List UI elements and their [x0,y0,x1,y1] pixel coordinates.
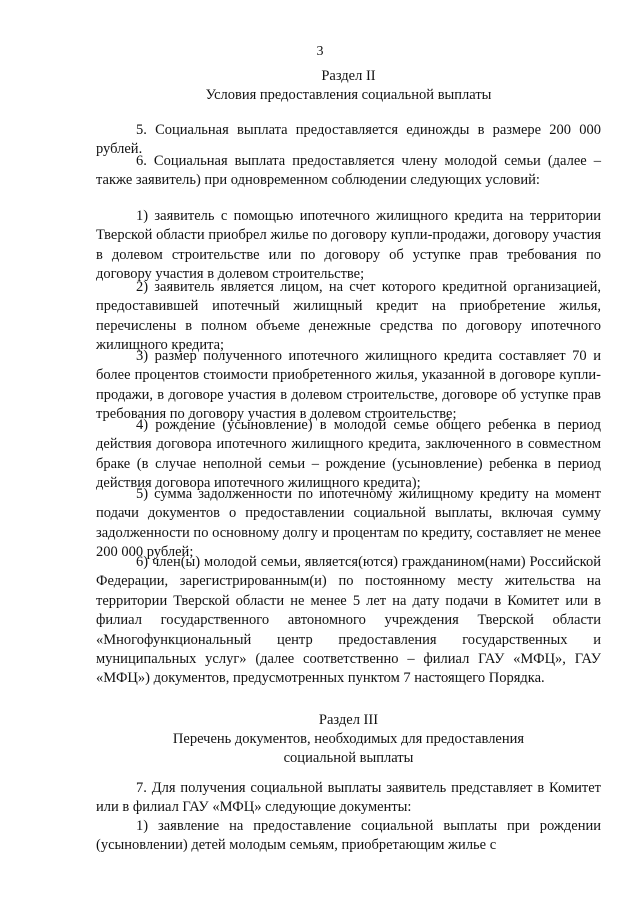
condition-3: 3) размер полученного ипотечного жилищного кредита составляет 70 и более процентов стоимости приобретенного жилья, указанной в договоре купли-продажи, в договоре участия в долевом строительстве, договоре об уступке прав требования по договору участия в долевом строительстве; [96,348,601,423]
paragraph-7: 7. Для получения социальной выплаты заявитель представляет в Комитет или в филиал ГАУ «МФЦ» следующие документы: [96,780,601,816]
section-3-title-line-1: Перечень документов, необходимых для предоставления [172,731,525,747]
condition-2: 2) заявитель является лицом, на счет которого кредитной организацией, предоставившей ипотечный жилищный кредит на приобретение жилья, перечислены в полном объеме денежные средства по договору ипотечного жилищного кредита; [96,279,601,354]
condition-4: 4) рождение (усыновление) в молодой семье общего ребенка в период действия договора ипотечного жилищного кредита, заключенного в совместном браке (в случае неполной семьи – рождение (усыновление) ребенка в период действия договора ипотечного жилищного кредита); [96,417,601,492]
document-item-1: 1) заявление на предоставление социальной выплаты при рождении (усыновлении) детей молодым семьям, приобретающим жилье с [96,818,601,854]
condition-1: 1) заявитель с помощью ипотечного жилищного кредита на территории Тверской области приобрел жилье по договору купли-продажи, договору участия в долевом строительстве или по договору об уступке прав требования по договору участия в долевом строительстве; [96,208,601,283]
section-2-title: Условия предоставления социальной выплаты [205,87,492,103]
paragraph-5: 5. Социальная выплата предоставляется единожды в размере 200 000 рублей. [96,122,601,158]
section-3-title-line-2: социальной выплаты [283,750,414,766]
section-3-header [96,711,601,768]
page-number: 3 [316,44,324,59]
condition-6: 6) член(ы) молодой семьи, является(ются) гражданином(нами) Российской Федерации, зарегистрированным(и) по постоянному месту жительства на территории Тверской области не менее 5 лет на дату подачи в Комитет или в филиал государственного автономного учреждения Тверской области «Многофункциональный центр предоставления государственных и муниципальных услуг» (далее соответственно – филиал ГАУ «МФЦ», ГАУ «МФЦ») документов, предусмотренных пунктом 7 настоящего Порядка. [96,554,601,687]
paragraph-6: 6. Социальная выплата предоставляется члену молодой семьи (далее – также заявитель) при одновременном соблюдении следующих условий: [96,153,601,189]
section-3-heading: Раздел III [318,712,379,728]
section-2-heading: Раздел II [321,68,376,84]
condition-5: 5) сумма задолженности по ипотечному жилищному кредиту на момент подачи документов о предоставлении социальной выплаты, включая сумму задолженности по основному долгу и процентам по кредиту, составляет не менее 200 000 рублей; [96,486,601,561]
section-2-header [96,67,601,105]
